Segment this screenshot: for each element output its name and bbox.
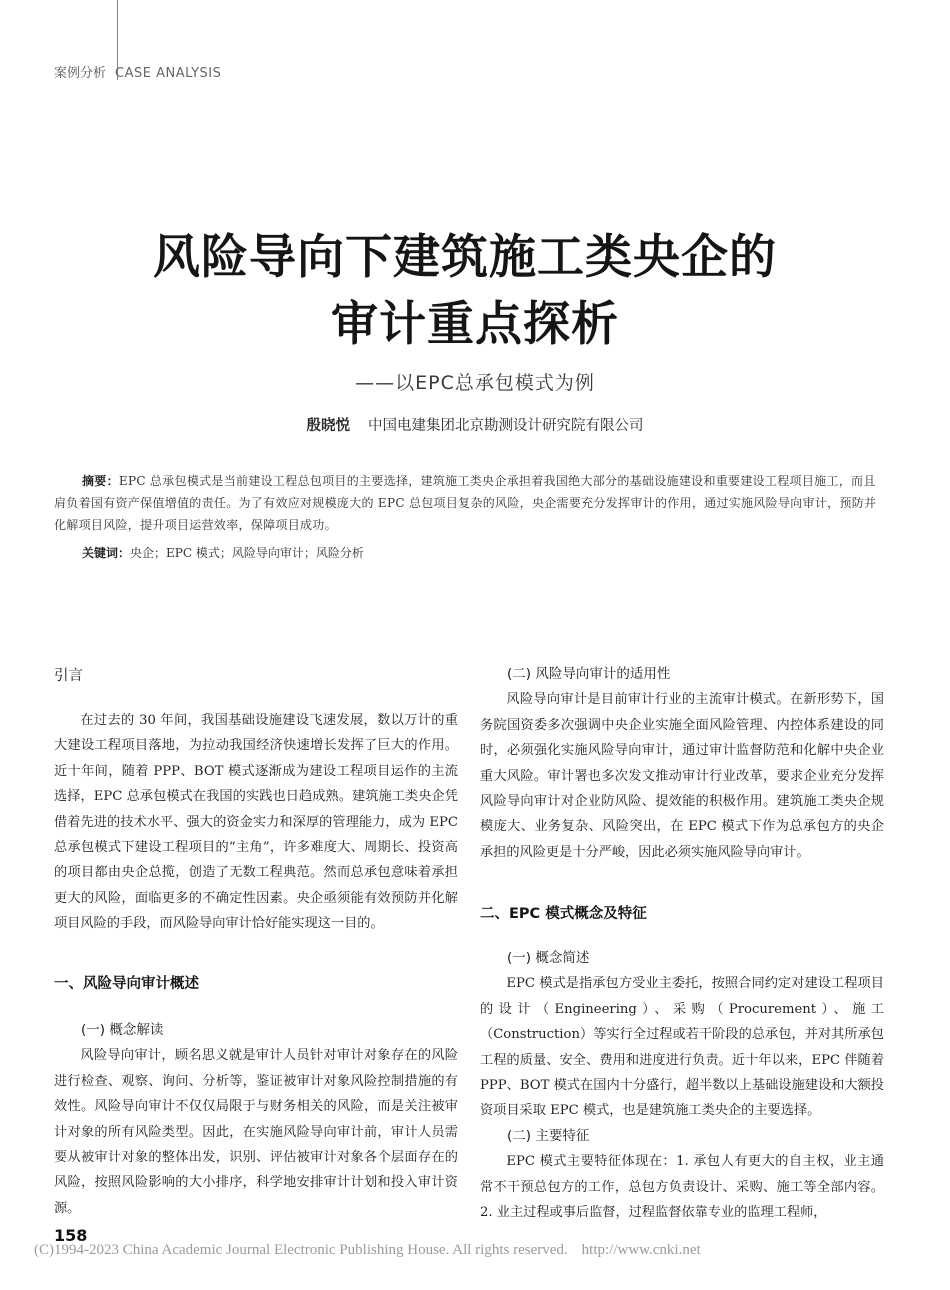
- section-1-body: [54, 1018, 458, 1221]
- subsection-2-2-heading: (二) 主要特征: [507, 1127, 590, 1144]
- footer-url: http://www.cnki.net: [581, 1242, 701, 1258]
- abstract: [54, 470, 882, 536]
- keywords-text: 央企；EPC 模式；风险导向审计；风险分析: [130, 546, 364, 560]
- abstract-label: 摘要：: [82, 474, 119, 488]
- section-1-heading: 一、风险导向审计概述: [54, 976, 199, 992]
- section-2-heading: 二、EPC 模式概念及特征: [480, 906, 647, 922]
- subsection-2-1-paragraph: EPC 模式是指承包方受业主委托，按照合同约定对建设工程项目的设计（Engineering）、采购（Procurement）、施工（Construction）等实行全过程或若干阶段的总承包，并对其所承包工程的质量、安全、费用和进度进行负责。近十年以来，EPC 伴随着 PPP、BOT 模式在国内十分盛行，超半数以上基础设施建设和大额投资项目采取 EPC 模式，也是建筑施工类央企的主要选择。: [480, 976, 884, 1119]
- right-column-top: [480, 662, 884, 865]
- author-affiliation: 中国电建集团北京勘测设计研究院有限公司: [368, 418, 644, 434]
- copyright-footer: [34, 1242, 701, 1259]
- subsection-1-2-paragraph: 风险导向审计是目前审计行业的主流审计模式。在新形势下，国务院国资委多次强调中央企业实施全面风险管理、内控体系建设的同时，必须强化实施风险导向审计，通过审计监督防范和化解中央企业重大风险。审计署也多次发文推动审计行业改革，要求企业充分发挥风险导向审计对企业防风险、提效能的积极作用。建筑施工类央企规模庞大、业务复杂、风险突出，在 EPC 模式下作为总承包方的央企承担的风险更是十分严峻，因此必须实施风险导向审计。: [480, 692, 884, 860]
- subsection-1-1-heading: (一) 概念解读: [81, 1022, 164, 1038]
- subsection-2-1-heading: (一) 概念简述: [507, 950, 590, 966]
- section-2-body: [480, 946, 884, 1225]
- title-line-1: 风险导向下建筑施工类央企的: [153, 230, 777, 285]
- copyright-text: (C)1994-2023 China Academic Journal Electronic Publishing House. All rights reserved.: [34, 1242, 568, 1258]
- author-line: [0, 414, 950, 435]
- intro-heading-text: 引言: [54, 668, 83, 684]
- subsection-1-1-paragraph: 风险导向审计，顾名思义就是审计人员针对审计对象存在的风险进行检查、观察、询问、分析等，鉴证被审计对象风险控制措施的有效性。风险导向审计不仅仅局限于与财务相关的风险，而是关注被审计对象的所有风险类型。因此，在实施风险导向审计前，审计人员需要从被审计对象的整体出发，识别、评估被审计对象各个层面存在的风险，按照风险影响的大小排序，科学地安排审计计划和投入审计资源。: [54, 1048, 458, 1216]
- title-line-2: 审计重点探析: [331, 297, 619, 352]
- subsection-2-2-paragraph: EPC 模式主要特征体现在：1. 承包人有更大的自主权，业主通常不干预总包方的工作，总包方负责设计、采购、施工等全部内容。2. 业主过程或事后监督，过程监督依靠专业的监理工程师，: [480, 1154, 884, 1221]
- page-number: 158: [54, 1226, 88, 1245]
- subtitle: ——以EPC总承包模式为例: [355, 372, 595, 394]
- keywords-label: 关键词：: [82, 546, 131, 560]
- section-label-cn: 案例分析: [54, 66, 107, 81]
- section-label-en: CASE ANALYSIS: [115, 66, 222, 81]
- keywords: [82, 544, 364, 561]
- intro-paragraph: 在过去的 30 年间，我国基础设施建设飞速发展，数以万计的重大建设工程项目落地，为拉动我国经济快速增长发挥了巨大的作用。近十年间，随着 PPP、BOT 模式逐渐成为建设工程项目运作的主流选择，EPC 总承包模式在我国的实践也日趋成熟。建筑施工类央企凭借着先进的技术水平、强大的资金实力和深厚的管理能力，成为 EPC 总承包模式下建设工程项目的“主角”，许多难度大、周期长、投资高的项目都由央企总揽，创造了无数工程典范。然而总承包意味着承担更大的风险，面临更多的不确定性因素。央企亟须能有效预防并化解项目风险的手段，而风险导向审计恰好能实现这一目的。: [54, 713, 458, 932]
- section-2-heading-block: [480, 902, 884, 927]
- section-header: [54, 62, 221, 81]
- abstract-text: EPC 总承包模式是当前建设工程总包项目的主要选择，建筑施工类央企承担着我国绝大部分的基础设施建设和重要建设工程项目施工，而且肩负着国有资产保值增值的责任。为了有效应对规模庞大的 EPC 总包项目复杂的风险，央企需要充分发挥审计的作用，通过实施风险导向审计，预防并化解项目风险，提升项目运营效率，保障项目成功。: [54, 474, 877, 532]
- intro-paragraph-block: [54, 708, 458, 937]
- section-1-heading-block: [54, 972, 458, 997]
- subsection-1-2-heading: (二) 风险导向审计的适用性: [507, 666, 671, 682]
- intro-heading: [54, 664, 458, 689]
- author-name: 殷晓悦: [306, 418, 350, 434]
